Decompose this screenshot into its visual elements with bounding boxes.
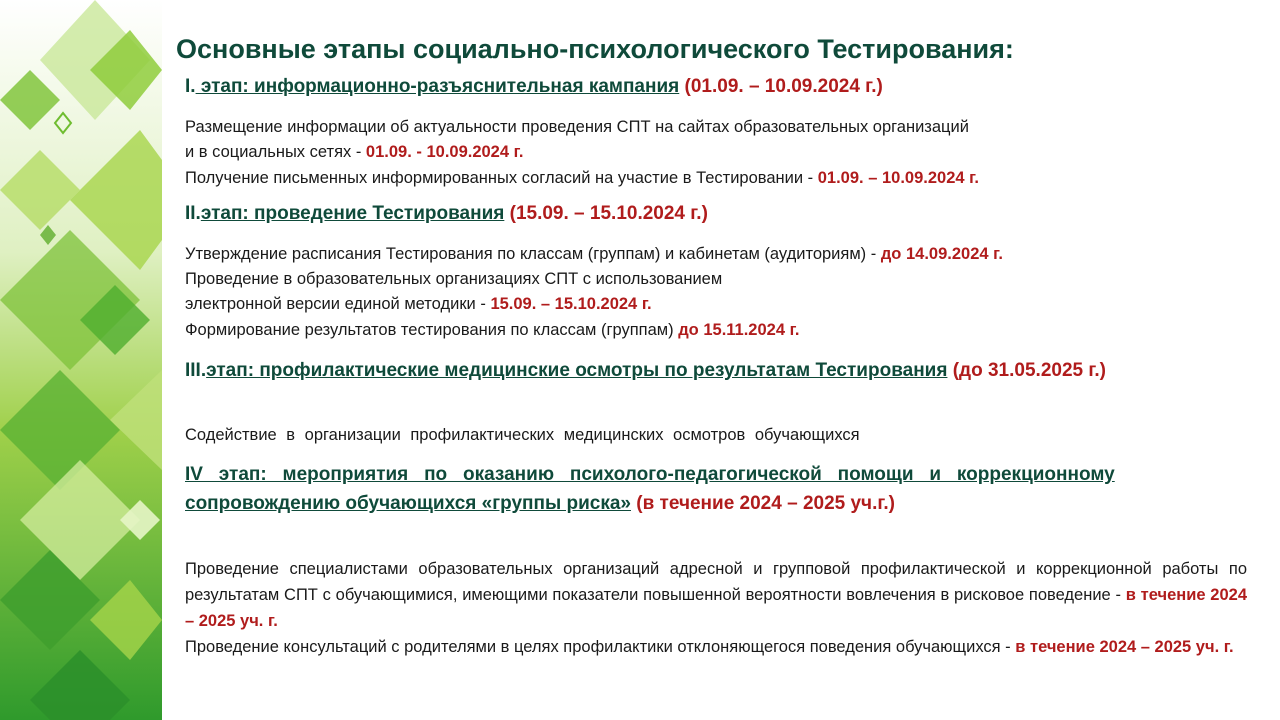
stage-4-name-part-2: сопровождению обучающихся «группы риска» <box>185 493 631 514</box>
stage-1-item-3 <box>185 169 979 188</box>
item-text: Размещение информации об актуальности проведения СПТ на сайтах образовательных организаций <box>185 118 969 136</box>
stage-3-roman: III. <box>185 360 207 381</box>
item-text: Содействие в организации профилактических медицинских осмотров обучающихся <box>185 426 860 444</box>
item-text: Проведение в образовательных организациях СПТ с использованием <box>185 270 723 288</box>
paragraph-deadline: в течение 2024 – 2025 уч. г. <box>1015 638 1234 656</box>
paragraph-deadline: в течение 2024 – 2025 уч. г. <box>185 586 1248 630</box>
stage-3-heading <box>185 360 1106 382</box>
item-deadline: 01.09. - 10.09.2024 г. <box>365 143 524 161</box>
stage-2-item-3 <box>185 295 652 314</box>
stage-1-item-2 <box>185 143 523 162</box>
stage-2-roman: II. <box>185 203 201 224</box>
page-title: Основные этапы социально-психологического Тестирования: <box>176 34 1014 64</box>
stage-1-dates: (01.09. – 10.09.2024 г.) <box>684 76 883 97</box>
item-text: Утверждение расписания Тестирования по классам (группам) и кабинетам (аудиториям) - <box>185 245 881 263</box>
stage-3-name: этап: профилактические медицинские осмотры по результатам Тестирования <box>206 360 948 381</box>
paragraph-text: Проведение специалистами образовательных организаций адресной и групповой профилактической и коррекционной работы по результатам СПТ с обучающимися, имеющими показатели повышенной вероятности вовлечения в рисковое поведение - <box>185 560 1247 604</box>
stage-2-item-1 <box>185 245 1003 264</box>
stage-3-item-1 <box>185 426 860 445</box>
stage-4-dates: (в течение 2024 – 2025 уч.г.) <box>636 493 895 514</box>
item-text: электронной версии единой методики - <box>185 295 491 313</box>
stage-4-paragraph-2 <box>185 634 1247 660</box>
stage-4-heading <box>185 460 1120 518</box>
item-text: Формирование результатов тестирования по классам (группам) <box>185 321 679 339</box>
stage-3-dates: (до 31.05.2025 г.) <box>952 360 1106 381</box>
stage-1-item-1 <box>185 118 969 137</box>
item-deadline: 15.09. – 15.10.2024 г. <box>490 295 652 313</box>
stage-2-dates: (15.09. – 15.10.2024 г.) <box>509 203 708 224</box>
stage-2-item-2 <box>185 270 722 289</box>
stage-2-heading <box>185 203 708 225</box>
stage-4-paragraph-1 <box>185 556 1247 634</box>
decorative-green-pattern <box>0 0 162 720</box>
item-text: Получение письменных информированных согласий на участие в Тестировании - <box>185 169 818 187</box>
item-deadline: до 14.09.2024 г. <box>880 245 1003 263</box>
item-deadline: 01.09. – 10.09.2024 г. <box>817 169 979 187</box>
stage-1-name: этап: информационно-разъяснительная кампания <box>195 76 680 97</box>
stage-1-heading <box>185 76 883 98</box>
stage-2-name: этап: проведение Тестирования <box>200 203 505 224</box>
stage-1-roman: I. <box>185 76 196 97</box>
stage-4-name-part-1: IV этап: мероприятия по оказанию психолого-педагогической помощи и коррекционному <box>185 464 1115 485</box>
paragraph-text: Проведение консультаций с родителями в целях профилактики отклоняющегося поведения обучающихся - <box>185 638 1016 656</box>
item-deadline: до 15.11.2024 г. <box>678 321 800 339</box>
stage-2-item-4 <box>185 321 799 340</box>
item-text: и в социальных сетях - <box>185 143 366 161</box>
